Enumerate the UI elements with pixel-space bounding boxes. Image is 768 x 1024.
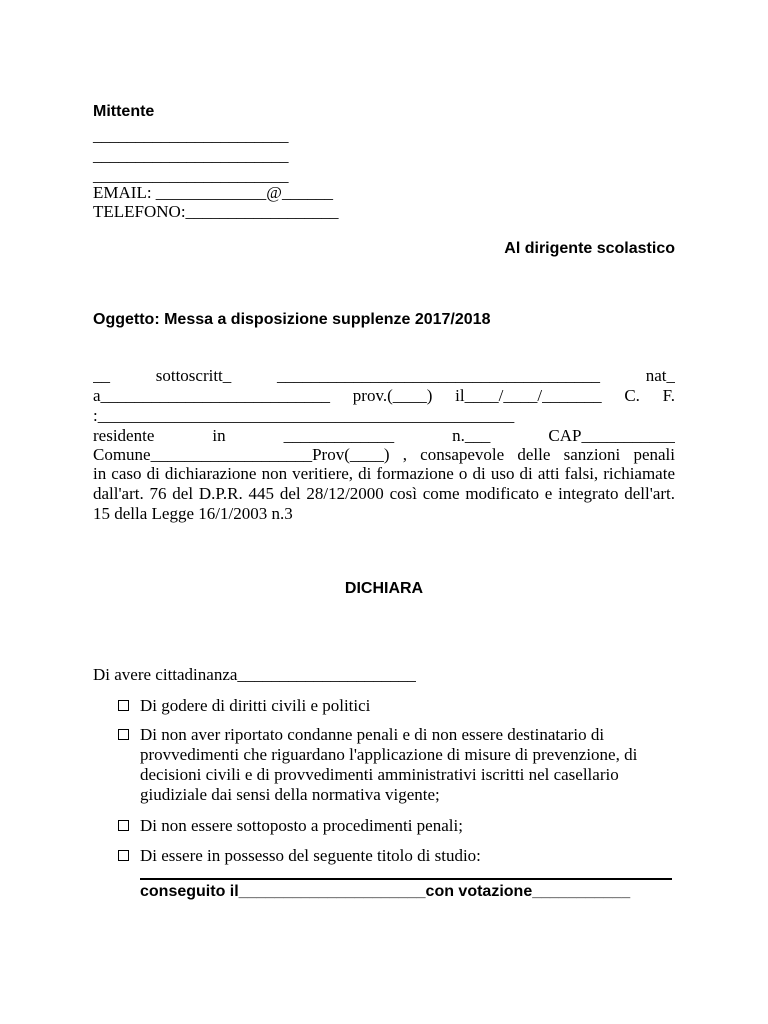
body-line: residente in _____________ n.___ CAP___________ (93, 426, 675, 445)
declares-heading: DICHIARA (344, 580, 424, 597)
body-line: Comune___________________Prov(____) , consapevole delle sanzioni penali (93, 445, 675, 464)
sender-blank-line: _______________________ (93, 126, 289, 145)
checkbox[interactable] (118, 729, 129, 740)
citizenship-line: Di avere cittadinanza_____________________ (93, 665, 416, 684)
degree-title-blank-line (140, 864, 672, 880)
checklist-item-label: Di non aver riportato condanne penali e di non essere destinatario di provvedimenti che riguardano l'applicazione di misure di prevenzione, di decisioni civili e di provvedimenti amministrativi iscritti nel casellario giudiziale dai sensi della normativa vigente; (140, 725, 638, 804)
degree-line: conseguito il_____________________con votazione___________ (140, 883, 631, 900)
checklist-item-label: Di godere di diritti civili e politici (140, 696, 371, 715)
body-line: __ sottoscritt_ ______________________________________ nat_ (93, 366, 675, 385)
checklist-item-label: Di non essere sottoposto a procedimenti penali; (140, 816, 463, 835)
body-line: a___________________________ prov.(____) il____/____/_______ C. F. (93, 386, 675, 405)
sender-blank-line: _______________________ (93, 166, 289, 185)
sender-phone: TELEFONO:__________________ (93, 202, 339, 221)
subject-line: Oggetto: Messa a disposizione supplenze 2017/2018 (93, 311, 491, 328)
sender-blank-line: _______________________ (93, 146, 289, 165)
body-paragraph: in caso di dichiarazione non veritiere, di formazione o di uso di atti falsi, richiamate dall'art. 76 del D.P.R. 445 del 28/12/2000 così come modificato e integrato dell'art. 15 della Legge 16/1/2003 n.3 (93, 464, 675, 523)
checkbox[interactable] (118, 820, 129, 831)
body-line: :_________________________________________________ (93, 406, 515, 425)
checklist-item-label: Di essere in possesso del seguente titolo di studio: (140, 846, 481, 865)
sender-email: EMAIL: _____________@______ (93, 183, 333, 202)
sender-label: Mittente (93, 103, 155, 120)
checkbox[interactable] (118, 850, 129, 861)
checkbox[interactable] (118, 700, 129, 711)
recipient: Al dirigente scolastico (504, 240, 675, 257)
